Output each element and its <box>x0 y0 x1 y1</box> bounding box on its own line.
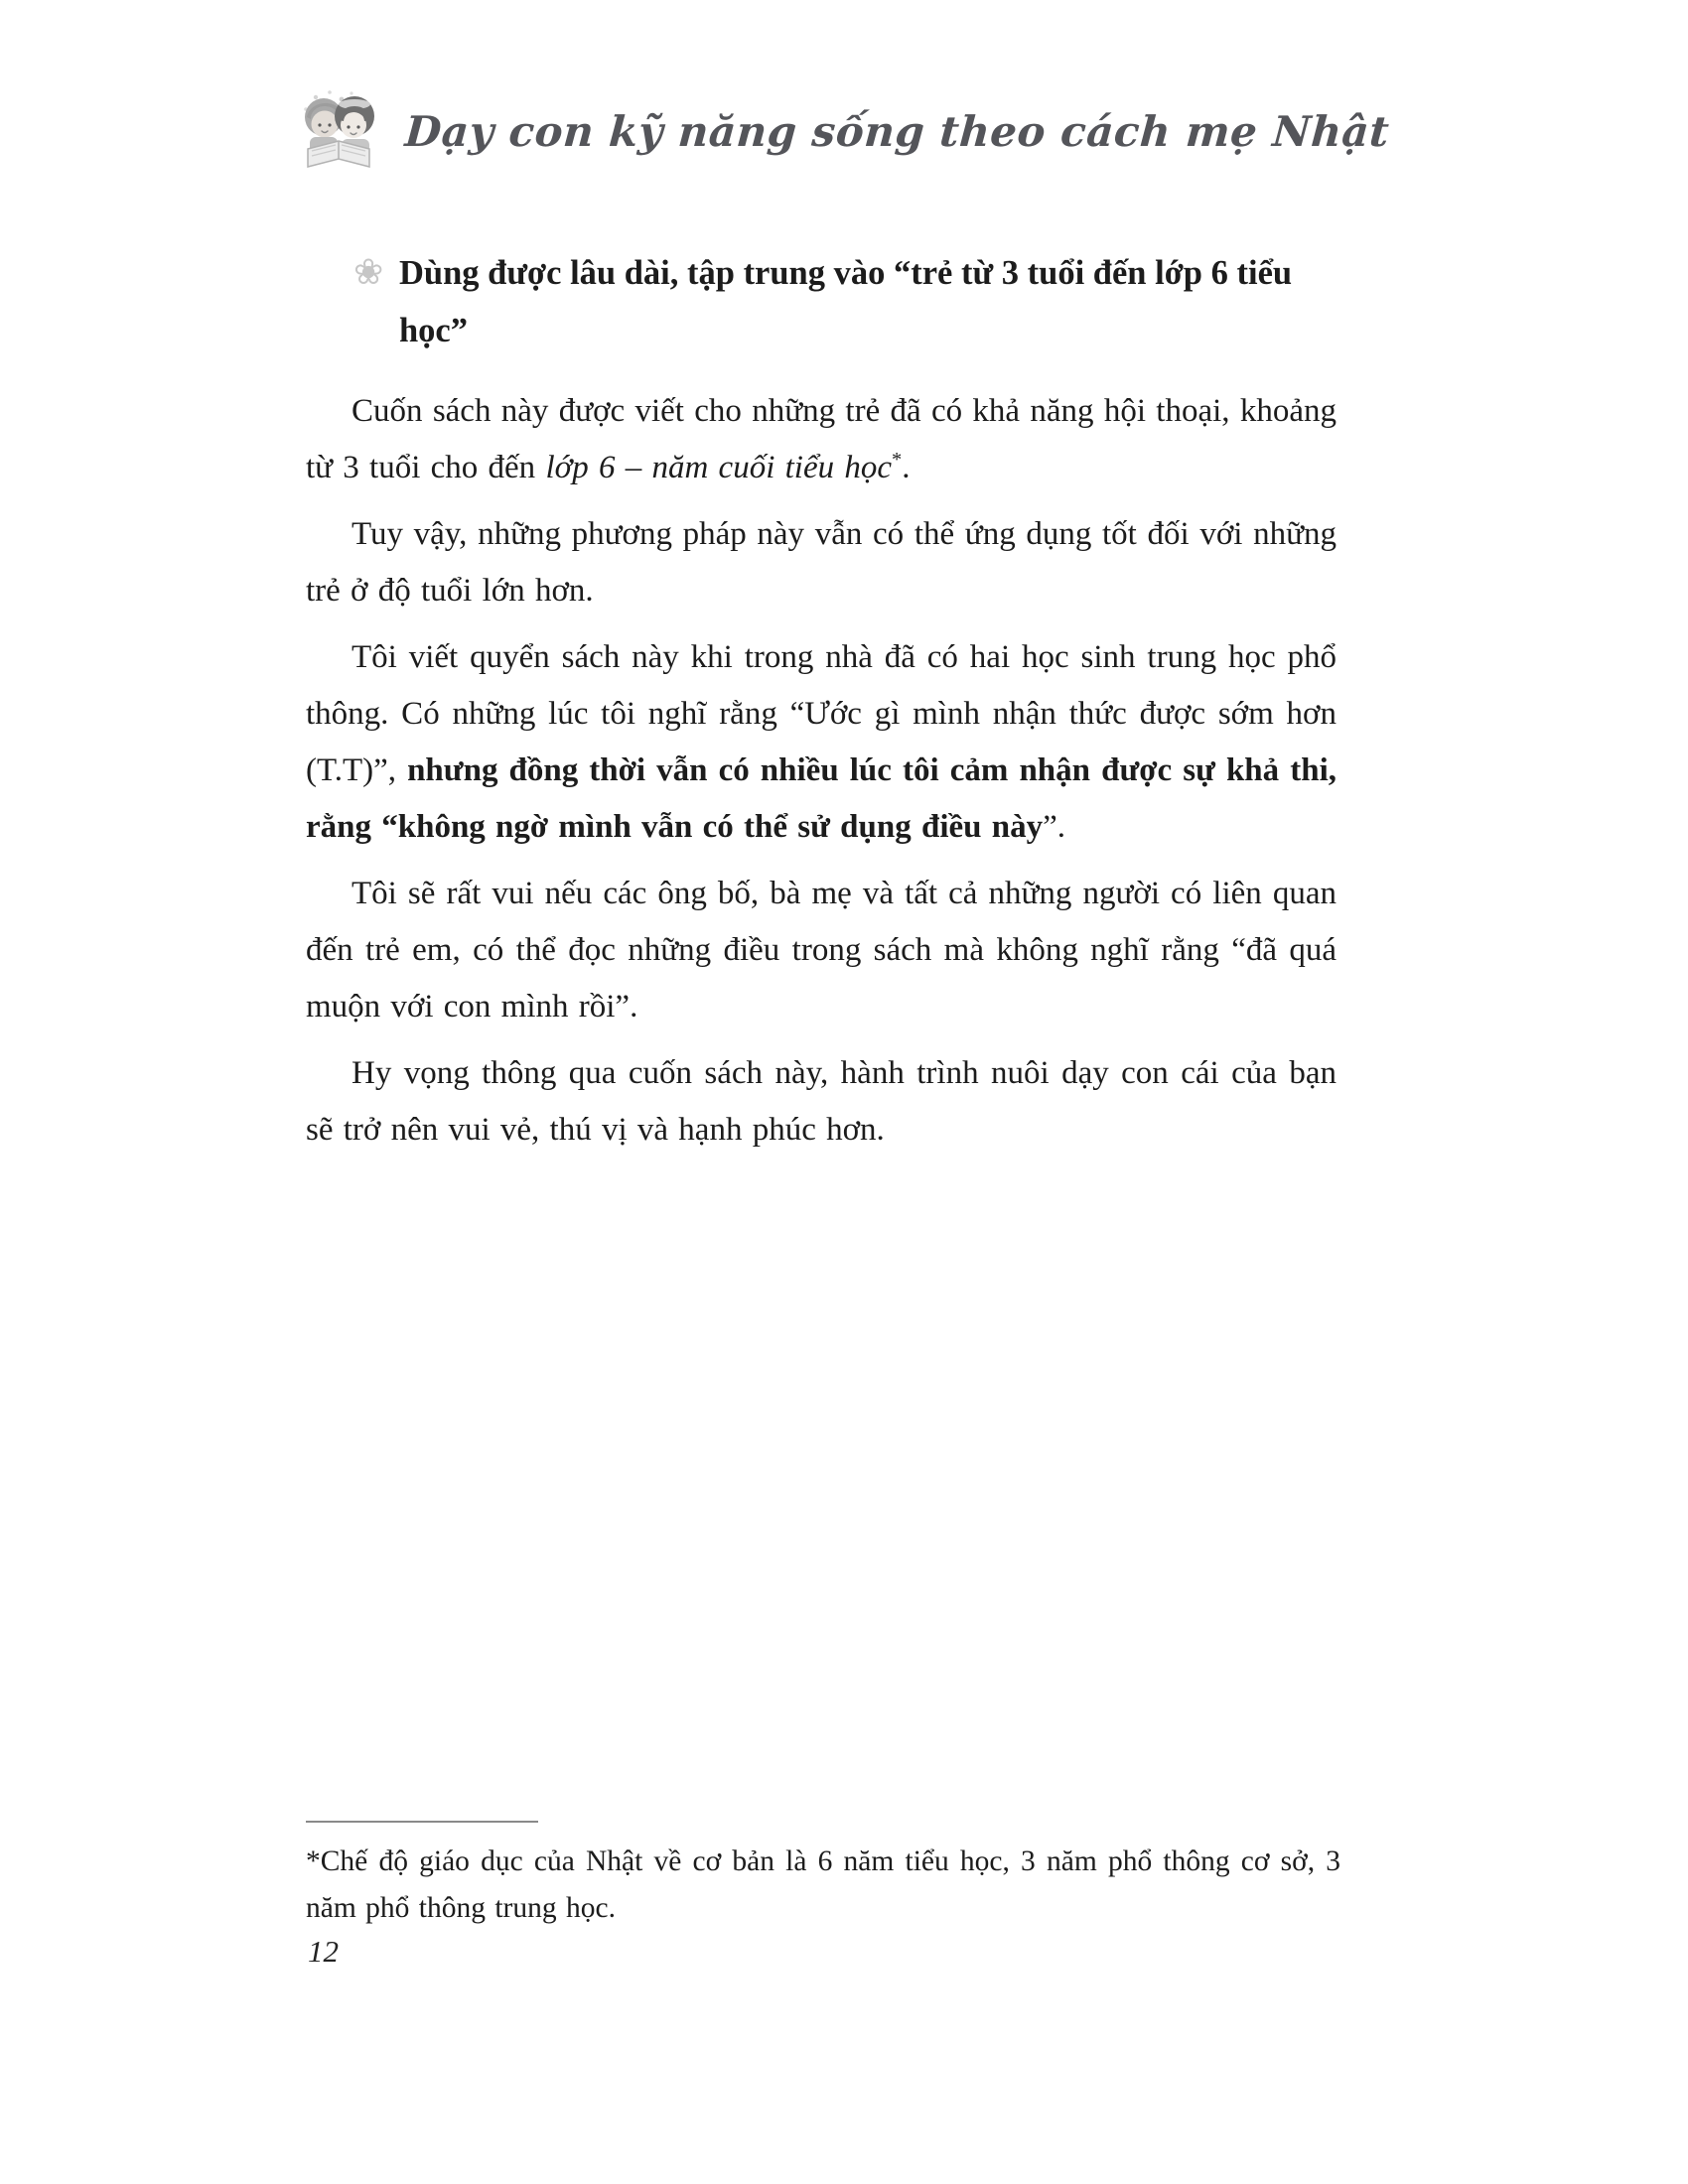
paragraph-segment-normal: Hy vọng thông qua cuốn sách này, hành trình nuôi dạy con cái của bạn sẽ trở nên vui vẻ, thú vị và hạnh phúc hơn. <box>306 1055 1336 1148</box>
paragraph-segment-normal: Tôi viết quyển sách này khi trong nhà đã có hai học sinh trung học phổ thông. Có những lúc tôi nghĩ rằng “Ước gì mình nhận thức được sớm hơn (T.T)”, <box>306 639 1336 788</box>
footnote-text: *Chế độ giáo dục của Nhật về cơ bản là 6 năm tiểu học, 3 năm phổ thông cơ sở, 3 năm phổ thông trung học. <box>306 1845 1340 1924</box>
paragraph <box>306 866 1336 1035</box>
section-heading <box>306 244 1336 359</box>
paragraph <box>306 1045 1336 1159</box>
page-number: 12 <box>308 1934 339 1969</box>
paragraph-segment-normal: . <box>902 450 911 485</box>
footnote <box>306 1821 1340 1932</box>
paragraph-segment-normal: Tuy vậy, những phương pháp này vẫn có thể ứng dụng tốt đối với những trẻ ở độ tuổi lớn hơn. <box>306 516 1336 609</box>
book-title: Dạy con kỹ năng sống theo cách mẹ Nhật <box>403 106 1391 156</box>
paragraphs <box>306 383 1336 1159</box>
paragraph-segment-normal: Tôi sẽ rất vui nếu các ông bố, bà mẹ và tất cả những người có liên quan đến trẻ em, có thể đọc những điều trong sách mà không nghĩ rằng “đã quá muộn với con mình rồi”. <box>306 876 1336 1024</box>
page-header <box>294 87 1389 175</box>
paragraph <box>306 383 1336 496</box>
paragraph-segment-bold: nhưng đồng thời vẫn có nhiều lúc tôi cảm nhận được sự khả thi, rằng “không ngờ mình vẫn có thể sử dụng điều này <box>306 752 1337 845</box>
footnote-divider <box>306 1821 538 1823</box>
flower-icon: ❀ <box>353 252 384 293</box>
paragraph-segment-normal: Cuốn sách này được viết cho những trẻ đã có khả năng hội thoại, khoảng từ 3 tuổi cho đến <box>306 393 1336 485</box>
paragraph-segment-superscript: * <box>892 449 903 471</box>
paragraph-segment-normal: ”. <box>1043 809 1066 845</box>
paragraph-segment-italic: lớp 6 – năm cuối tiểu học <box>545 450 892 485</box>
paragraph <box>306 629 1336 856</box>
section-heading-text: Dùng được lâu dài, tập trung vào “trẻ từ 3 tuổi đến lớp 6 tiểu học” <box>399 254 1293 349</box>
children-reading-icon <box>294 87 385 175</box>
paragraph <box>306 506 1336 619</box>
main-content <box>306 244 1336 1168</box>
